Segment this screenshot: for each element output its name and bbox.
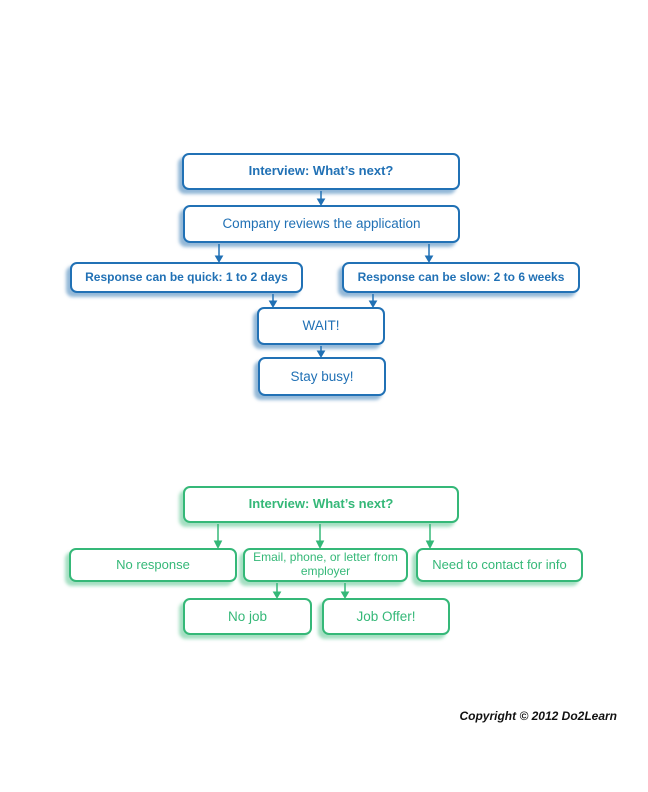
arrow-gheader-to-contact: [427, 524, 434, 548]
node-no-response: No response: [69, 548, 237, 582]
arrow-header-to-review: [318, 191, 325, 205]
node-no-job: No job: [183, 598, 312, 635]
arrow-slow-to-wait: [370, 294, 377, 307]
node-interview-whats-next-blue: Interview: What’s next?: [182, 153, 460, 190]
node-stay-busy: Stay busy!: [258, 357, 386, 396]
arrow-gheader-to-no-response: [215, 524, 222, 548]
node-response-slow: Response can be slow: 2 to 6 weeks: [342, 262, 580, 293]
node-company-reviews-application: Company reviews the application: [183, 205, 460, 243]
node-interview-whats-next-green: Interview: What’s next?: [183, 486, 459, 523]
arrow-email-to-job-offer: [342, 583, 349, 598]
arrow-review-to-quick: [216, 244, 223, 262]
node-need-to-contact: Need to contact for info: [416, 548, 583, 582]
node-email-phone-letter: Email, phone, or letter from employer: [243, 548, 408, 582]
copyright-text: Copyright © 2012 Do2Learn: [459, 709, 617, 723]
node-wait: WAIT!: [257, 307, 385, 345]
arrow-wait-to-stay-busy: [318, 346, 325, 357]
node-job-offer: Job Offer!: [322, 598, 450, 635]
arrow-quick-to-wait: [270, 294, 277, 307]
arrow-gheader-to-email: [317, 524, 324, 548]
node-response-quick: Response can be quick: 1 to 2 days: [70, 262, 303, 293]
arrow-review-to-slow: [426, 244, 433, 262]
arrow-email-to-no-job: [274, 583, 281, 598]
